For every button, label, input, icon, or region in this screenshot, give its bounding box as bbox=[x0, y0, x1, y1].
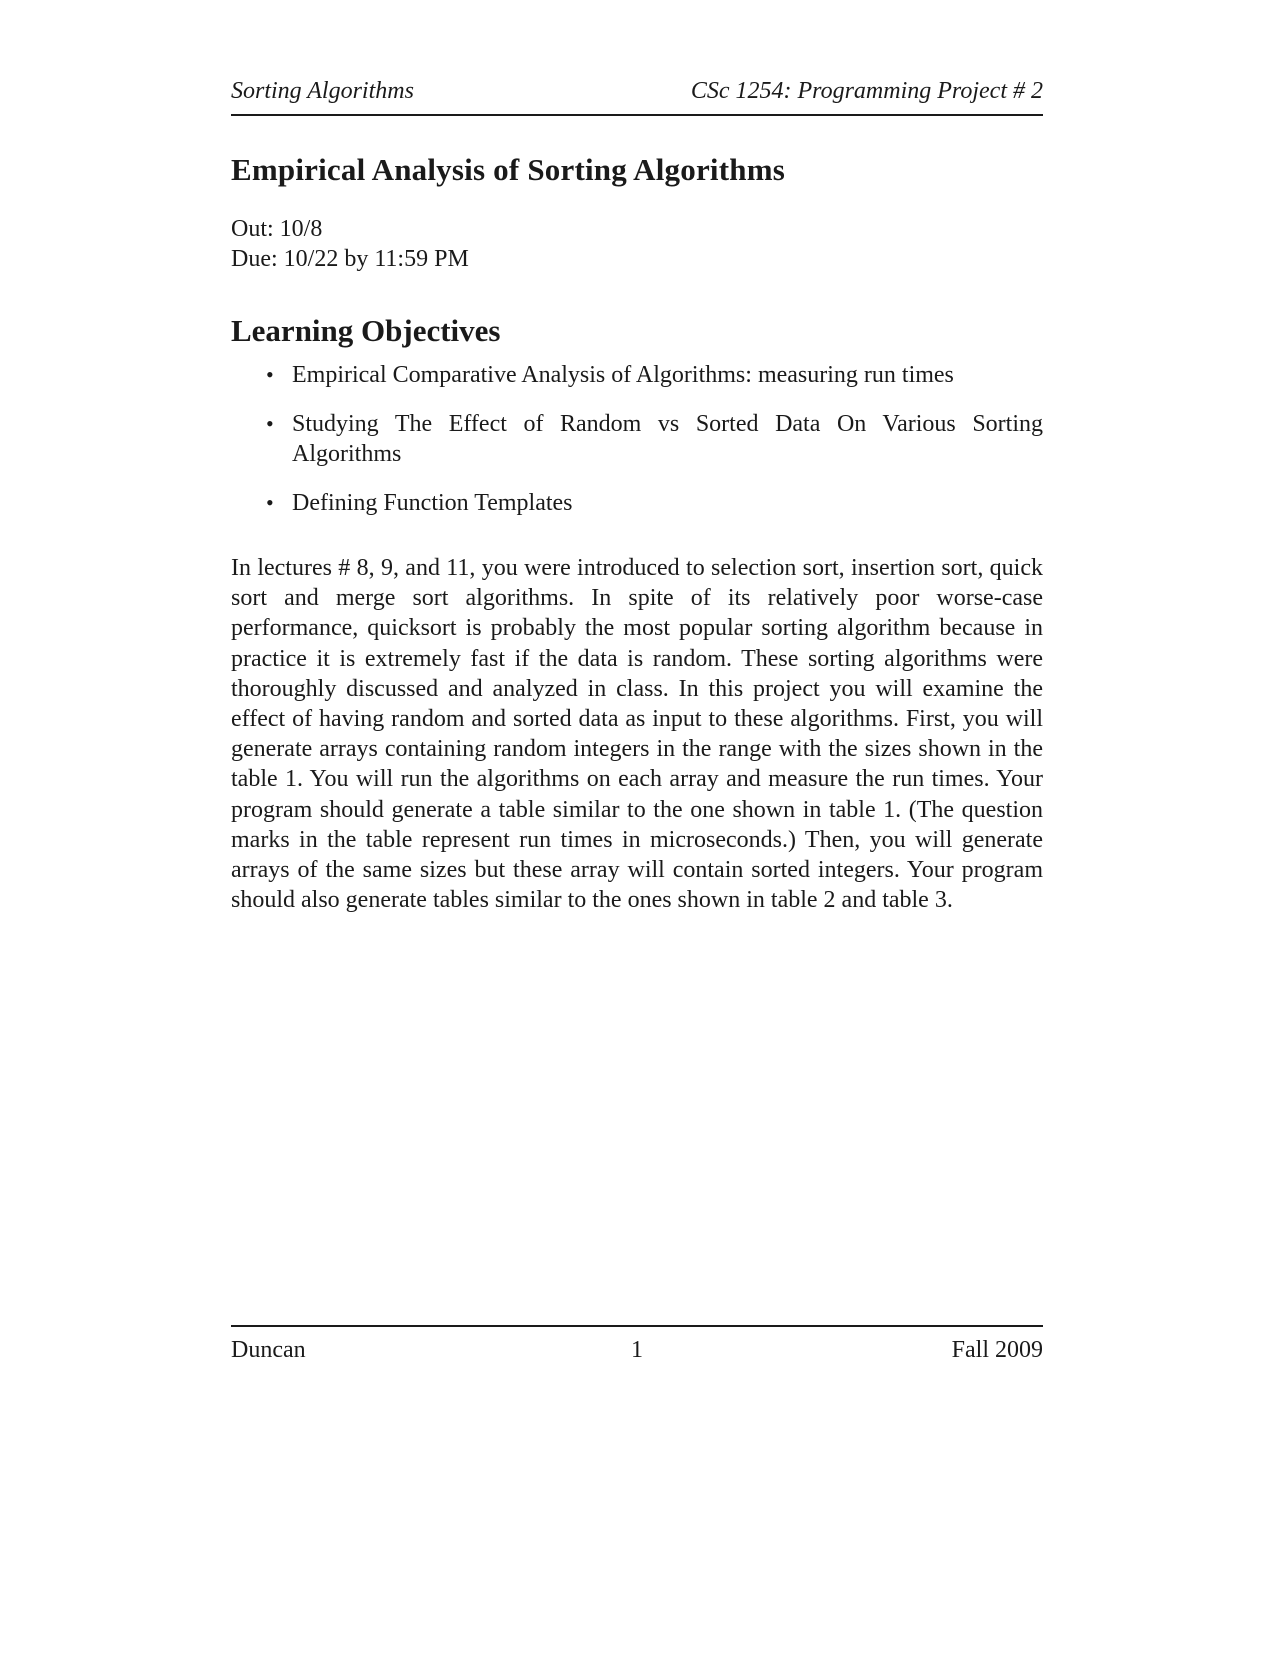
page-number: 1 bbox=[631, 1337, 643, 1363]
bullet-icon: • bbox=[266, 362, 274, 387]
footer-term: Fall 2009 bbox=[951, 1337, 1043, 1363]
running-header bbox=[231, 78, 1043, 116]
assignment-dates bbox=[231, 214, 469, 274]
list-item bbox=[231, 488, 1043, 518]
due-date: Due: 10/22 by 11:59 PM bbox=[231, 246, 469, 272]
running-footer bbox=[231, 1337, 1043, 1369]
objectives-list bbox=[231, 360, 1043, 537]
bullet-icon: • bbox=[266, 411, 274, 436]
list-item bbox=[231, 409, 1043, 469]
bullet-icon: • bbox=[266, 490, 274, 515]
header-right-course: CSc 1254: Programming Project # 2 bbox=[690, 78, 1043, 104]
footer-divider bbox=[231, 1325, 1043, 1327]
list-item bbox=[231, 360, 1043, 390]
objective-text: Empirical Comparative Analysis of Algorithms: measuring run times bbox=[292, 362, 954, 388]
objective-text: Studying The Effect of Random vs Sorted Data On Various Sorting Algorithms bbox=[292, 411, 1043, 467]
body-paragraph: In lectures # 8, 9, and 11, you were introduced to selection sort, insertion sort, quick sort and merge sort algorithms. In spite of its relatively poor worse-case performance, quicksort is probably the most popular sorting algorithm because in practice it is extremely fast if the data is random. These sorting algorithms were thoroughly discussed and analyzed in class. In this project you will examine the effect of having random and sorted data as input to these algorithms. First, you will generate arrays containing random integers in the range with the sizes shown in the table 1. You will run the algorithms on each array and measure the run times. Your program should generate a table similar to the one shown in table 1. (The question marks in the table represent run times in microseconds.) Then, you will generate arrays of the same sizes but these array will contain sorted integers. Your program should also generate tables similar to the ones shown in table 2 and table 3. bbox=[231, 555, 1043, 914]
document-title: Empirical Analysis of Sorting Algorithms bbox=[231, 152, 785, 187]
learning-objectives-heading: Learning Objectives bbox=[231, 313, 501, 348]
objective-text: Defining Function Templates bbox=[292, 490, 573, 516]
footer-author: Duncan bbox=[231, 1337, 306, 1363]
out-date: Out: 10/8 bbox=[231, 216, 323, 242]
header-left-title: Sorting Algorithms bbox=[231, 78, 414, 104]
